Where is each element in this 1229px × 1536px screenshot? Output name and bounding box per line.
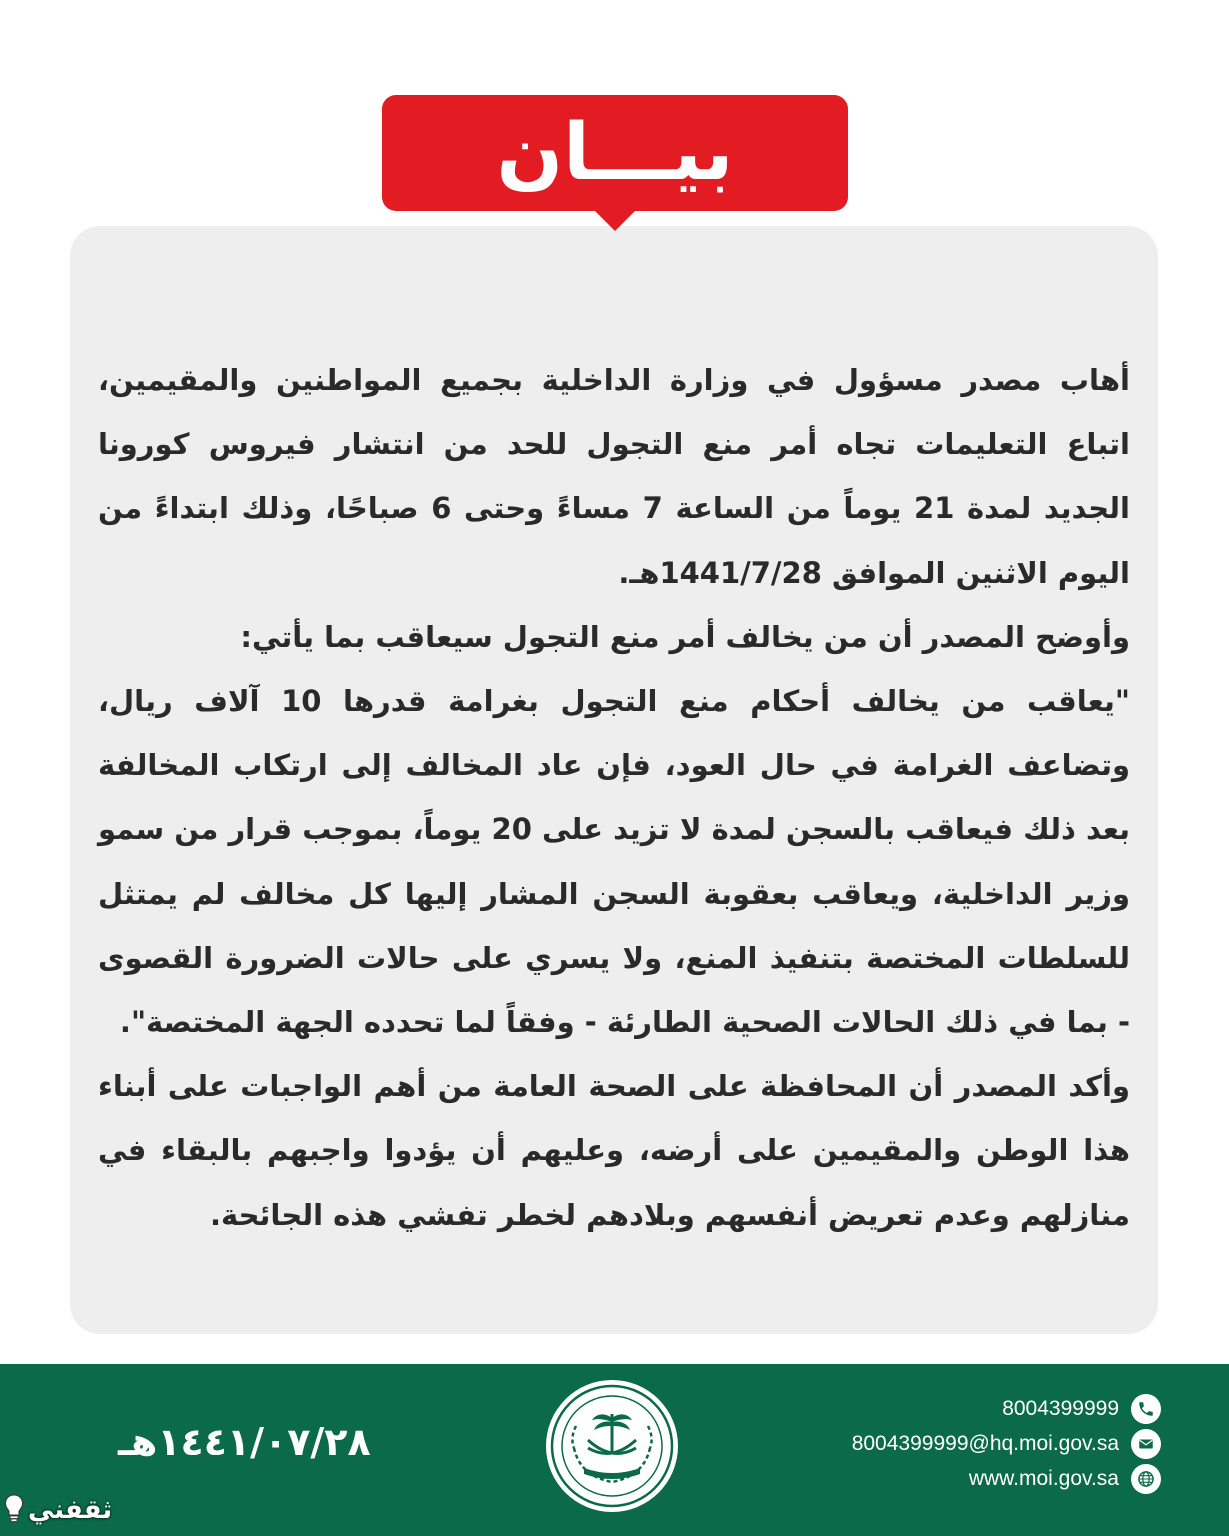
lightbulb-icon [4, 1493, 24, 1527]
statement-paragraph-3: "يعاقب من يخالف أحكام منع التجول بغرامة قدرها 10 آلاف ريال، وتضاعف الغرامة في حال العود، فإن عاد المخالف إلى ارتكاب المخالفة بعد ذلك فيعاقب بالسجن لمدة لا تزيد على 20 يوماً، بموجب قرار من سمو وزير الداخلية، ويعاقب بعقوبة السجن المشار إليها كل مخالف لم يمتثل للسلطات المختصة بتنفيذ المنع، ولا يسري على حالات الضرورة القصوى - بما في ذلك الحالات الصحية الطارئة - وفقاً لما تحدده الجهة المختصة". [98, 684, 1131, 1040]
globe-icon [1131, 1464, 1161, 1494]
statement-paragraph-2: وأوضح المصدر أن من يخالف أمر منع التجول سيعاقب بما يأتي: [240, 619, 1130, 654]
statement-card [70, 226, 1158, 1334]
statement-paragraph-1: أهاب مصدر مسؤول في وزارة الداخلية بجميع المواطنين والمقيمين، اتباع التعليمات تجاه أمر منع التجول للحد من انتشار فيروس كورونا الجديد لمدة 21 يوماً من الساعة 7 مساءً وحتى 6 صباحًا، وذلك ابتداءً من اليوم الاثنين الموافق 1441/7/28هـ. [98, 363, 1130, 590]
contact-list [741, 1392, 1161, 1497]
watermark-text: ثقفني [28, 1495, 113, 1525]
footer [0, 1364, 1229, 1536]
footer-date: ١٤٤١/٠٧/٢٨هـ [118, 1420, 371, 1464]
statement-body [98, 348, 1130, 1247]
website-link[interactable]: www.moi.gov.sa [968, 1467, 1119, 1490]
watermark [4, 1488, 112, 1532]
ministry-emblem-icon [544, 1378, 680, 1514]
contact-email[interactable] [741, 1427, 1161, 1461]
contact-phone[interactable] [741, 1392, 1161, 1426]
banner-pointer [593, 209, 637, 231]
title-banner [382, 95, 848, 211]
phone-icon [1131, 1394, 1161, 1424]
email-address[interactable]: 8004399999@hq.moi.gov.sa [851, 1432, 1119, 1455]
contact-website[interactable] [741, 1462, 1161, 1496]
phone-number[interactable]: 8004399999 [1002, 1397, 1119, 1420]
statement-paragraph-4: وأكد المصدر أن المحافظة على الصحة العامة من أهم الواجبات على أبناء هذا الوطن والمقيمين على أرضه، وعليهم أن يؤدوا واجبهم بالبقاء في منازلهم وعدم تعريض أنفسهم وبلادهم لخطر تفشي هذه الجائحة. [98, 1069, 1130, 1232]
page-title: بيـــان [496, 108, 734, 198]
email-icon [1131, 1429, 1161, 1459]
